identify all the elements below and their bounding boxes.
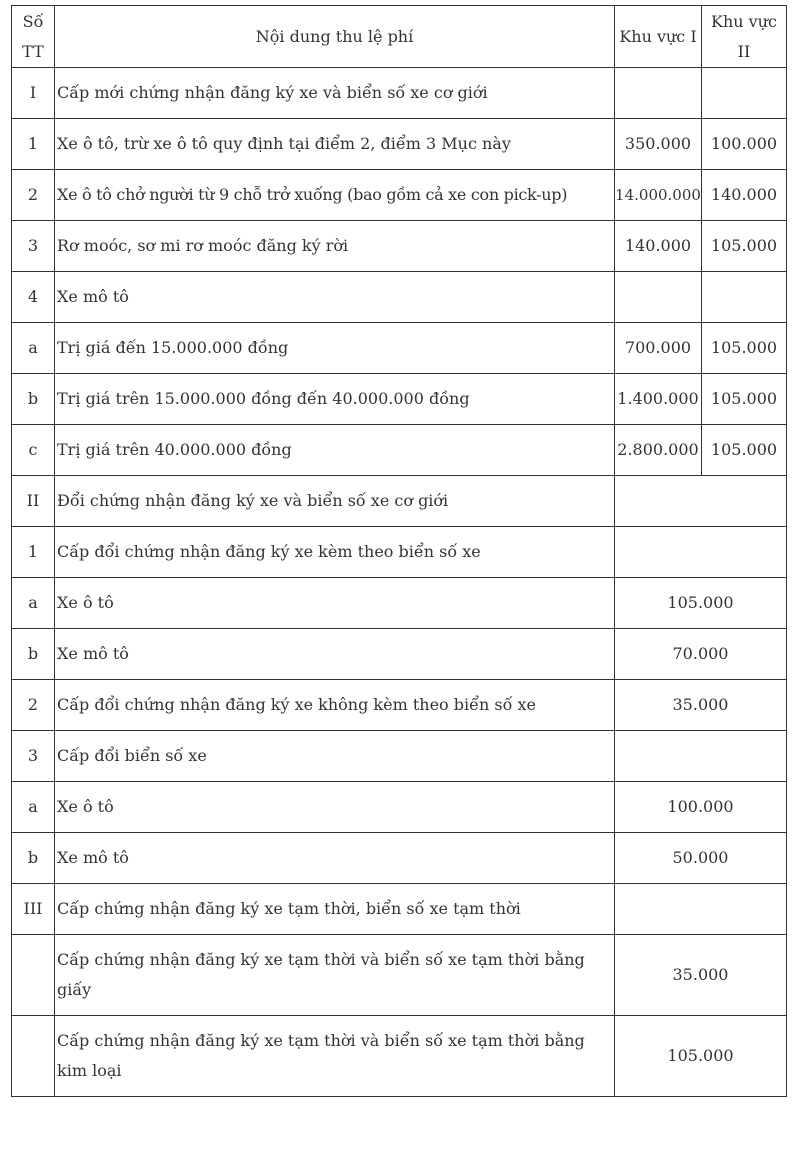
row-content: Cấp đổi chứng nhận đăng ký xe kèm theo biển số xe — [55, 527, 615, 578]
table-row — [12, 1016, 787, 1097]
row-value — [615, 476, 787, 527]
table-row — [12, 680, 787, 731]
row-content: Xe ô tô chở người từ 9 chỗ trở xuống (bao gồm cả xe con pick-up) — [55, 170, 615, 221]
row-no — [12, 1016, 55, 1097]
row-value: 100.000 — [615, 782, 787, 833]
row-no: a — [12, 323, 55, 374]
row-value — [615, 884, 787, 935]
row-content: Cấp chứng nhận đăng ký xe tạm thời và biển số xe tạm thời bằng giấy — [55, 935, 615, 1016]
row-kv2: 105.000 — [702, 221, 787, 272]
fee-table — [11, 5, 787, 1097]
table-row — [12, 374, 787, 425]
table-row — [12, 935, 787, 1016]
row-no: 2 — [12, 680, 55, 731]
row-content: Cấp chứng nhận đăng ký xe tạm thời và biển số xe tạm thời bằng kim loại — [55, 1016, 615, 1097]
row-content: Cấp đổi chứng nhận đăng ký xe không kèm theo biển số xe — [55, 680, 615, 731]
table-row — [12, 68, 787, 119]
row-no: a — [12, 782, 55, 833]
row-kv2: 105.000 — [702, 425, 787, 476]
row-kv1: 350.000 — [615, 119, 702, 170]
row-kv2: 100.000 — [702, 119, 787, 170]
row-no: c — [12, 425, 55, 476]
row-no: b — [12, 629, 55, 680]
row-no: 3 — [12, 731, 55, 782]
row-kv2: 105.000 — [702, 374, 787, 425]
row-value: 35.000 — [615, 680, 787, 731]
row-no: 1 — [12, 119, 55, 170]
row-content: Trị giá trên 15.000.000 đồng đến 40.000.000 đồng — [55, 374, 615, 425]
row-no: 1 — [12, 527, 55, 578]
row-value: 50.000 — [615, 833, 787, 884]
row-value: 70.000 — [615, 629, 787, 680]
row-content: Trị giá đến 15.000.000 đồng — [55, 323, 615, 374]
row-content: Xe mô tô — [55, 833, 615, 884]
row-value: 105.000 — [615, 578, 787, 629]
row-content: Xe ô tô — [55, 578, 615, 629]
row-content: Cấp mới chứng nhận đăng ký xe và biển số xe cơ giới — [55, 68, 615, 119]
header-row — [12, 6, 787, 68]
table-row — [12, 119, 787, 170]
table-row — [12, 884, 787, 935]
table-row — [12, 833, 787, 884]
row-no: III — [12, 884, 55, 935]
row-no: 4 — [12, 272, 55, 323]
table-row — [12, 782, 787, 833]
row-value: 35.000 — [615, 935, 787, 1016]
row-content: Cấp đổi biển số xe — [55, 731, 615, 782]
row-kv1: 140.000 — [615, 221, 702, 272]
header-no: Số TT — [12, 6, 55, 68]
row-kv1 — [615, 68, 702, 119]
row-value: 105.000 — [615, 1016, 787, 1097]
table-row — [12, 629, 787, 680]
row-kv1 — [615, 272, 702, 323]
row-no: 3 — [12, 221, 55, 272]
header-content: Nội dung thu lệ phí — [55, 6, 615, 68]
header-kv1: Khu vực I — [615, 6, 702, 68]
row-kv2 — [702, 68, 787, 119]
table-row — [12, 323, 787, 374]
row-kv1: 2.800.000 — [615, 425, 702, 476]
row-content: Rơ moóc, sơ mi rơ moóc đăng ký rời — [55, 221, 615, 272]
row-content: Xe ô tô — [55, 782, 615, 833]
row-content: Trị giá trên 40.000.000 đồng — [55, 425, 615, 476]
table-row — [12, 476, 787, 527]
row-value — [615, 527, 787, 578]
table-row — [12, 578, 787, 629]
row-content: Cấp chứng nhận đăng ký xe tạm thời, biển số xe tạm thời — [55, 884, 615, 935]
header-kv2: Khu vực II — [702, 6, 787, 68]
row-kv1: 14.000.000 — [615, 170, 702, 221]
row-kv2: 140.000 — [702, 170, 787, 221]
row-no: II — [12, 476, 55, 527]
row-kv2 — [702, 272, 787, 323]
row-no: I — [12, 68, 55, 119]
table-row — [12, 221, 787, 272]
row-no: a — [12, 578, 55, 629]
table-row — [12, 170, 787, 221]
table-row — [12, 527, 787, 578]
row-kv1: 700.000 — [615, 323, 702, 374]
row-kv1: 1.400.000 — [615, 374, 702, 425]
row-no: b — [12, 374, 55, 425]
table-row — [12, 272, 787, 323]
row-content: Xe mô tô — [55, 272, 615, 323]
row-content: Xe ô tô, trừ xe ô tô quy định tại điểm 2, điểm 3 Mục này — [55, 119, 615, 170]
row-no: b — [12, 833, 55, 884]
table-row — [12, 425, 787, 476]
row-no — [12, 935, 55, 1016]
row-content: Đổi chứng nhận đăng ký xe và biển số xe cơ giới — [55, 476, 615, 527]
row-no: 2 — [12, 170, 55, 221]
row-kv2: 105.000 — [702, 323, 787, 374]
row-value — [615, 731, 787, 782]
row-content: Xe mô tô — [55, 629, 615, 680]
table-row — [12, 731, 787, 782]
